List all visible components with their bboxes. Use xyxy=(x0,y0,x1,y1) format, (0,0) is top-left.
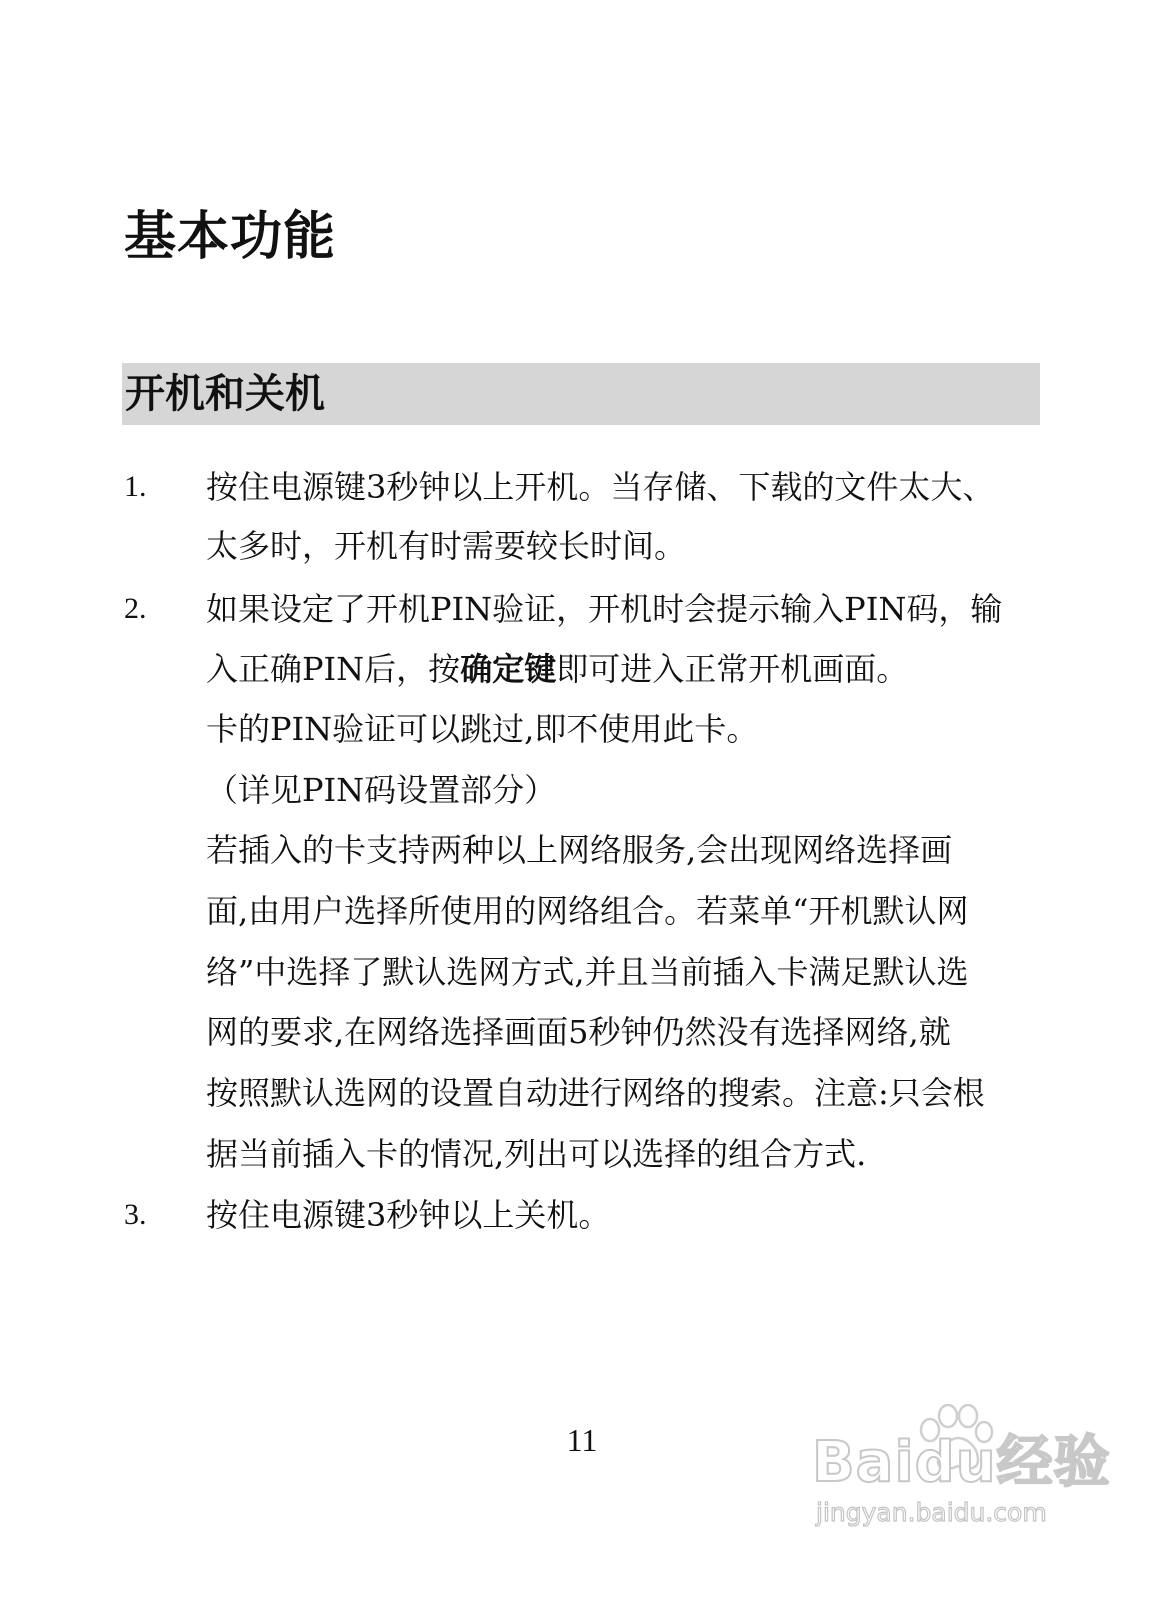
page-number: 11 xyxy=(566,1422,598,1458)
item-2-line-4: （详见PIN码设置部分） xyxy=(206,771,557,809)
list-number-3: 3. xyxy=(124,1198,147,1231)
item-2-line-7: 络”中选择了默认选网方式,并且当前插入卡满足默认选 xyxy=(206,953,969,991)
item-3-line-1: 按住电源键3秒钟以上关机。 xyxy=(206,1196,611,1234)
item-2-line-2-end: 即可进入正常开机画面。 xyxy=(556,650,909,688)
list-number-1: 1. xyxy=(124,470,147,503)
item-2-line-6: 面,由用户选择所使用的网络组合。若菜单“开机默认网 xyxy=(206,892,969,930)
section-title: 开机和关机 xyxy=(125,371,325,417)
baidu-watermark xyxy=(812,1404,1112,1554)
item-2-line-5: 若插入的卡支持两种以上网络服务,会出现网络选择画 xyxy=(206,831,953,869)
list-number-2: 2. xyxy=(124,592,147,625)
item-1-line-1: 按住电源键3秒钟以上开机。当存储、下载的文件太大、 xyxy=(206,468,995,506)
section-header xyxy=(122,363,1040,425)
watermark-url: jingyan.baidu.com xyxy=(816,1498,1047,1527)
item-1-line-2: 太多时，开机有时需要较长时间。 xyxy=(206,527,687,565)
item-2-line-3: 卡的PIN验证可以跳过,即不使用此卡。 xyxy=(206,710,759,748)
item-2-line-8: 网的要求,在网络选择画面5秒钟仍然没有选择网络,就 xyxy=(206,1013,951,1051)
confirm-key-label: 确定键 xyxy=(460,650,557,688)
page-title: 基本功能 xyxy=(124,207,337,267)
item-2-line-2-start: 入正确PIN后，按 xyxy=(206,650,461,688)
watermark-logo: Baidu经验 xyxy=(812,1430,1111,1495)
item-2-line-9: 按照默认选网的设置自动进行网络的搜索。注意:只会根 xyxy=(206,1074,985,1112)
item-2-line-10: 据当前插入卡的情况,列出可以选择的组合方式. xyxy=(206,1135,867,1173)
item-2-line-1: 如果设定了开机PIN验证，开机时会提示输入PIN码，输 xyxy=(206,590,1003,628)
item-2-line-2 xyxy=(206,649,908,689)
